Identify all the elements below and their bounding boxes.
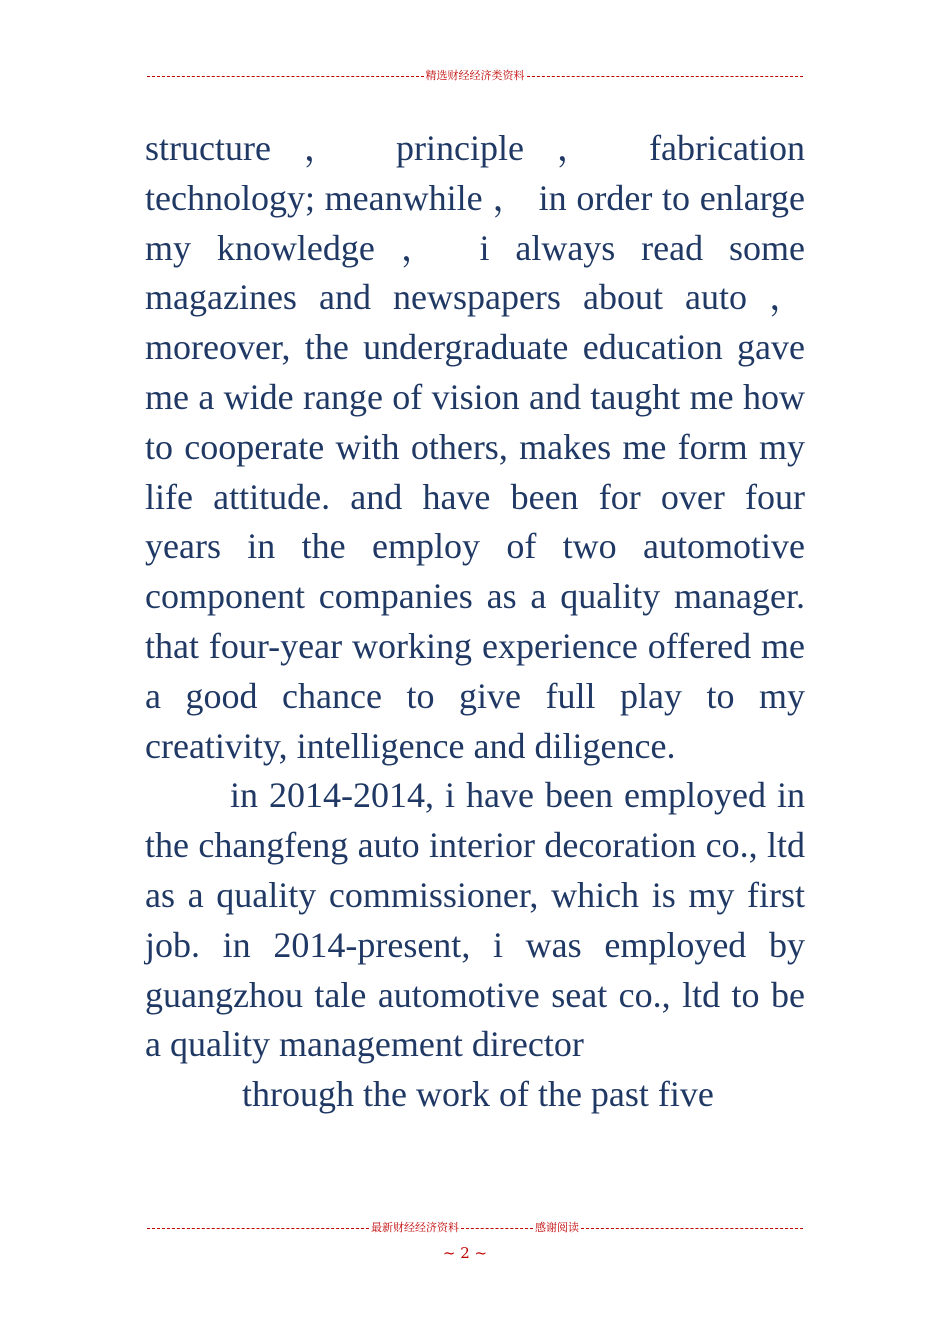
page-footer bbox=[145, 1221, 805, 1235]
header-dash-right bbox=[527, 76, 804, 77]
footer-label-left: 最新财经经济资料 bbox=[371, 1221, 459, 1234]
paragraph-1: structure ， principle ， fabrication technology; meanwhile ， in order to enlarge my knowledge ， i always read some magazines and newspapers about auto ， moreover, the undergraduate education gave me a wide range of vision and taught me how to cooperate with others, makes me form my life attitude. and have been for over four years in the employ of two automotive component companies as a quality manager. that four-year working experience offered me a good chance to give full play to my creativity, intelligence and diligence. bbox=[145, 128, 805, 766]
footer-dash-middle bbox=[461, 1228, 533, 1229]
page-number: ~ 2 ~ bbox=[442, 1244, 488, 1262]
footer-dash-left bbox=[147, 1228, 369, 1229]
header-label: 精选财经经济类资料 bbox=[425, 69, 525, 82]
footer-dash-right bbox=[581, 1228, 803, 1229]
header-dash-left bbox=[147, 76, 424, 77]
page-header bbox=[145, 69, 805, 83]
document-body bbox=[145, 124, 805, 1120]
paragraph-2: in 2014-2014, i have been employed in the changfeng auto interior decoration co., ltd as a quality commissioner, which is my first job. in 2014-present, i was employed by guangzhou tale automotive seat co., ltd to be a quality management director bbox=[145, 775, 805, 1065]
paragraph-3: through the work of the past five bbox=[242, 1074, 714, 1115]
footer-label-right: 感谢阅读 bbox=[535, 1221, 579, 1234]
